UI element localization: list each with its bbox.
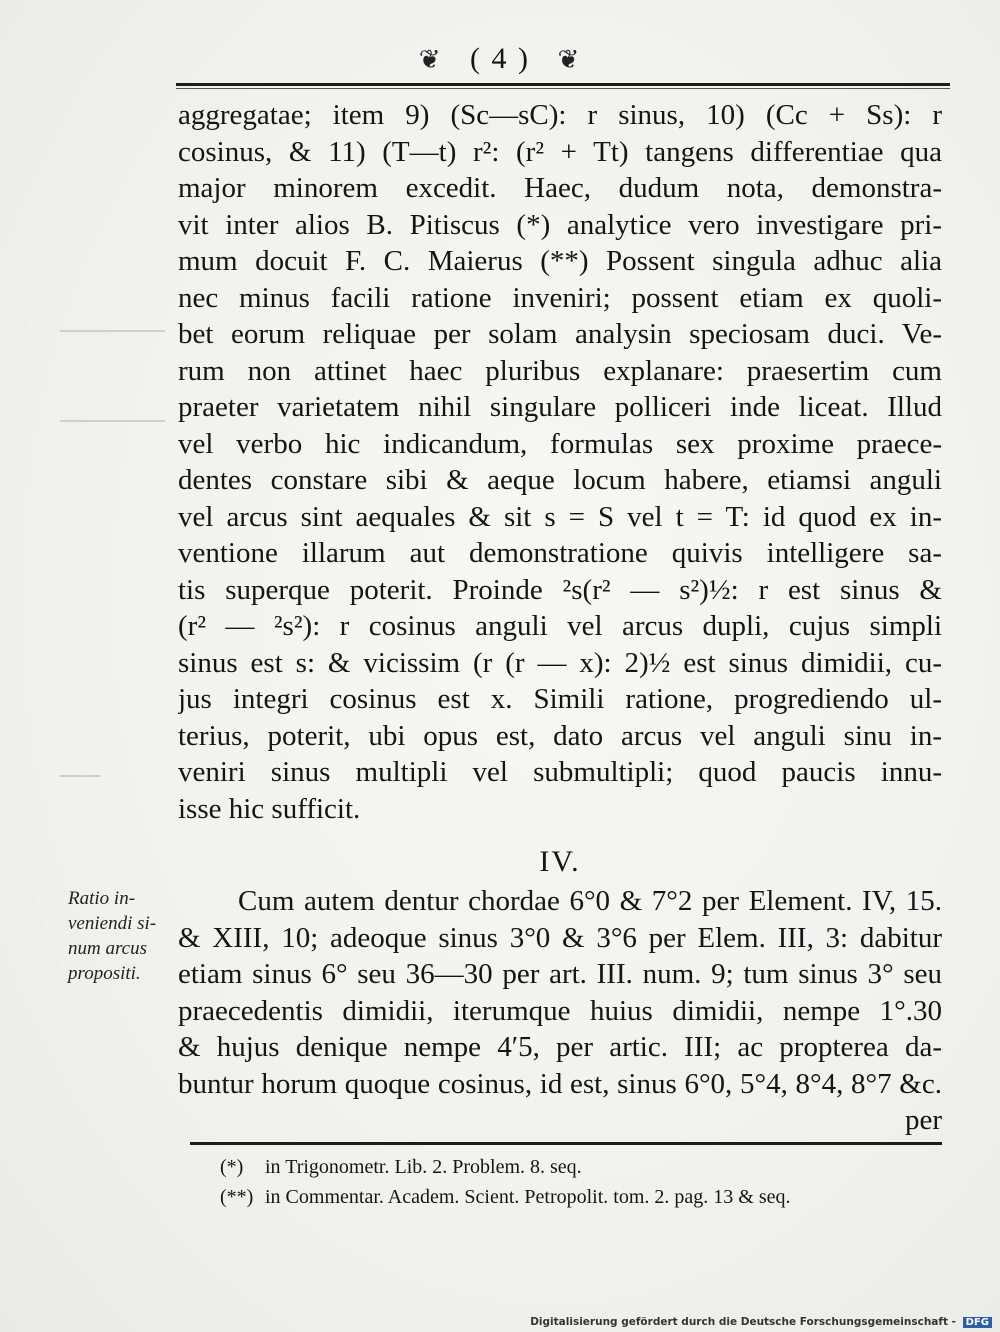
footnote-text: in Trigonometr. Lib. 2. Problem. 8. seq. — [265, 1156, 582, 1178]
margin-note-line: veniendi si- — [68, 913, 157, 934]
text-line: praeter varietatem nihil singulare polliceri inde liceat. Illud — [178, 391, 942, 423]
text-line: bet eorum reliquae per solam analysin speciosam duci. Ve- — [178, 318, 942, 350]
dfg-logo-icon: DFG — [963, 1317, 992, 1328]
header-rule-thin — [176, 88, 950, 89]
text-line: dentes constare sibi & aeque locum habere, etiamsi anguli — [178, 464, 942, 496]
text-line: tis superque poterit. Proinde ²s(r² — s²)½: r est sinus & — [178, 573, 942, 606]
catchword: per — [904, 1104, 942, 1136]
footnote-mark: (*) — [220, 1156, 244, 1178]
text-line: isse hic sufficit. — [178, 792, 361, 825]
page-header — [0, 42, 1000, 76]
text-line: nec minus facili ratione inveniri; possent etiam ex quoli- — [178, 281, 942, 314]
margin-note-line: num arcus — [68, 938, 147, 959]
main-text — [178, 97, 942, 1139]
section-heading: IV. — [539, 845, 581, 878]
header-rule — [176, 83, 950, 86]
margin-note — [68, 886, 178, 986]
ornament-left-icon: ❦ — [418, 45, 443, 74]
footnote-mark: (**) — [220, 1186, 254, 1208]
text-line: terius, poterit, ubi opus est, dato arcus vel anguli sinu in- — [178, 719, 942, 752]
text-line: Cum autem dentur chordae 6°0 & 7°2 per Element. IV, 15. — [238, 885, 942, 917]
credit-text: Digitalisierung gefördert durch die Deutsche Forschungsgemeinschaft - — [530, 1316, 956, 1328]
footnote-rule — [190, 1142, 942, 1145]
footnote — [220, 1182, 950, 1212]
text-line: cosinus, & 11) (T—t) r²: (r² + Tt) tangens differentiae qua — [178, 135, 942, 168]
ornament-right-icon: ❦ — [557, 45, 582, 74]
text-line: ventione illarum aut demonstratione quivis intelligere sa- — [178, 537, 942, 569]
text-line: vel verbo hic indicandum, formulas sex proxime praece- — [178, 427, 942, 460]
text-line: jus integri cosinus est x. Simili ratione, progrediendo ul- — [178, 683, 942, 715]
text-line: etiam sinus 6° seu 36—30 per art. III. num. 9; tum sinus 3° seu — [178, 958, 942, 990]
text-line: & hujus denique nempe 4′5, per artic. III; ac propterea da- — [178, 1031, 942, 1063]
page-number: ( 4 ) — [470, 42, 530, 75]
text-line: & XIII, 10; adeoque sinus 3°0 & 3°6 per Elem. III, 3: dabitur — [178, 921, 942, 954]
text-line: praecedentis dimidii, iterumque huius dimidii, nempe 1°.30 — [178, 994, 942, 1027]
bleed-through-mark — [60, 775, 100, 777]
text-line: sinus est s: & vicissim (r (r — x): 2)½ est sinus dimidii, cu- — [178, 646, 942, 679]
text-line: (r² — ²s²): r cosinus anguli vel arcus dupli, cujus simpli — [178, 610, 942, 642]
footnote-text: in Commentar. Academ. Scient. Petropolit. tom. 2. pag. 13 & seq. — [265, 1186, 791, 1208]
text-line: rum non attinet haec pluribus explanare: praesertim cum — [178, 354, 942, 387]
text-line: buntur horum quoque cosinus, id est, sinus 6°0, 5°4, 8°4, 8°7 &c. — [178, 1067, 942, 1100]
text-line: mum docuit F. C. Maierus (**) Possent singula adhuc alia — [178, 245, 942, 277]
bleed-through-mark — [60, 420, 165, 422]
bleed-through-mark — [60, 330, 165, 332]
text-line: major minorem excedit. Haec, dudum nota, demonstra- — [178, 172, 942, 204]
margin-note-line: propositi. — [68, 963, 141, 984]
text-line: vit inter alios B. Pitiscus (*) analytice vero investigare pri- — [178, 208, 942, 241]
text-line: veniri sinus multipli vel submultipli; quod paucis innu- — [178, 756, 942, 788]
footnotes — [220, 1152, 950, 1212]
margin-note-line: Ratio in- — [68, 888, 136, 909]
digitization-credit — [530, 1316, 992, 1328]
text-line: aggregatae; item 9) (Sc—sC): r sinus, 10) (Cc + Ss): r — [178, 99, 942, 131]
footnote — [220, 1152, 950, 1182]
text-line: vel arcus sint aequales & sit s = S vel t = T: id quod ex in- — [178, 500, 942, 533]
